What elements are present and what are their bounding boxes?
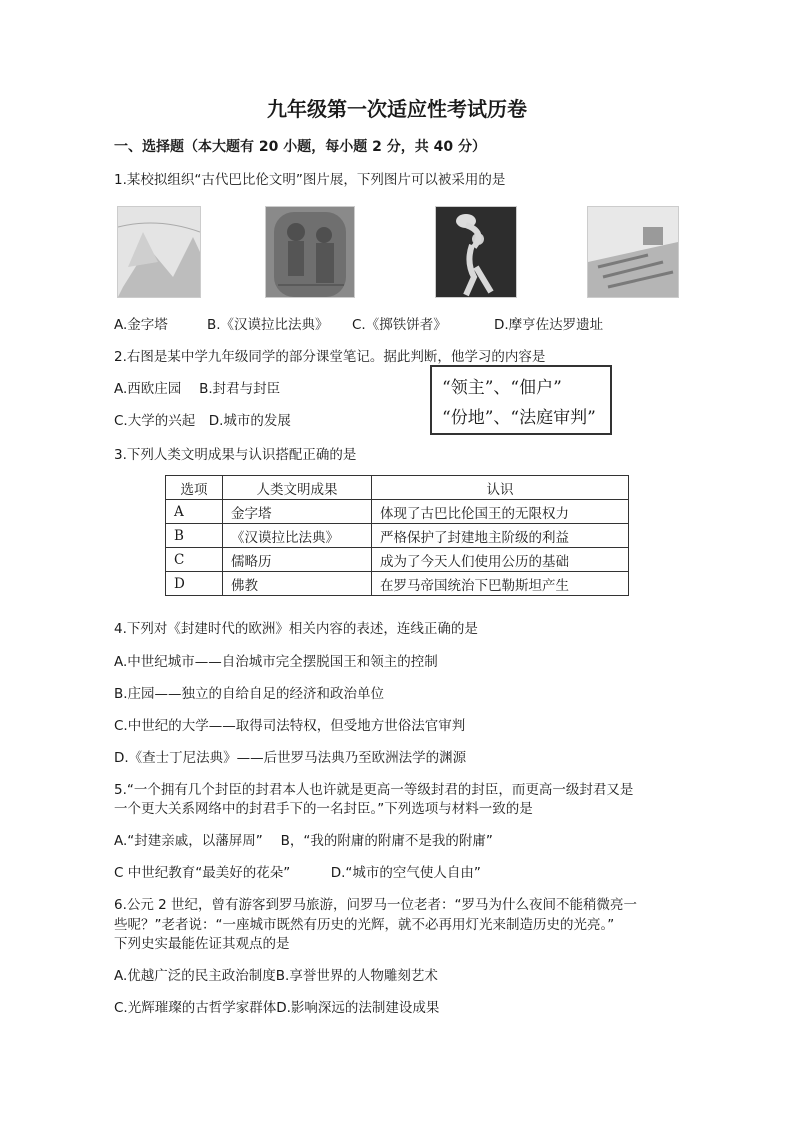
question-1-stem: 1.某校拟组织“古代巴比伦文明”图片展，下列图片可以被采用的是: [114, 172, 506, 188]
discobolus-photo: [435, 206, 517, 298]
question-6-stem-line-2: 些呢？”老者说：“一座城市既然有历史的光辉，就不必再用灯光来制造历史的光亮。”: [114, 917, 615, 933]
question-4-stem: 4.下列对《封建时代的欧洲》相关内容的表述，连线正确的是: [114, 621, 478, 637]
table-row: [166, 572, 629, 596]
question-3-stem: 3.下列人类文明成果与认识搭配正确的是: [114, 447, 357, 463]
q2-options-ab[interactable]: A.西欧庄园 B.封君与封臣: [114, 381, 281, 397]
q4-option-a[interactable]: A.中世纪城市——自治城市完全摆脱国王和领主的控制: [114, 654, 438, 670]
q2-options-cd[interactable]: C.大学的兴起 D.城市的发展: [114, 413, 291, 429]
question-6-stem-line-1: 6.公元 2 世纪，曾有游客到罗马旅游，问罗马一位老者：“罗马为什么夜间不能稍微亮一: [114, 897, 638, 913]
table-row: [166, 500, 629, 524]
q6-options-ab[interactable]: A.优越广泛的民主政治制度B.享誉世界的人物雕刻艺术: [114, 968, 438, 984]
question-5-stem-line-2: 一个更大关系网络中的封君手下的一名封臣。”下列选项与材料一致的是: [114, 801, 533, 817]
question-2-stem: 2.右图是某中学九年级同学的部分课堂笔记。据此判断，他学习的内容是: [114, 349, 546, 365]
table-header: 认识: [372, 476, 629, 500]
page-title: 九年级第一次适应性考试历卷: [267, 97, 527, 121]
q1-option-d[interactable]: D.摩亨佐达罗遗址: [494, 317, 604, 333]
q4-option-c[interactable]: C.中世纪的大学——取得司法特权，但受地方世俗法官审判: [114, 718, 466, 734]
table-cell: 严格保护了封建地主阶级的利益: [372, 524, 629, 548]
q5-options-cd[interactable]: C 中世纪教育“最美好的花朵” D.“城市的空气使人自由”: [114, 865, 481, 881]
table-cell: D: [166, 572, 223, 596]
pyramid-photo: [117, 206, 201, 298]
table-cell: 金字塔: [223, 500, 372, 524]
mohenjo-daro-photo: [587, 206, 679, 298]
question-5-stem-line-1: 5.“一个拥有几个封臣的封君本人也许就是更高一等级封君的封臣，而更高一级封君又是: [114, 782, 634, 798]
q4-option-d[interactable]: D.《查士丁尼法典》——后世罗马法典乃至欧洲法学的渊源: [114, 750, 467, 766]
q3-table: [165, 475, 629, 596]
q1-option-b[interactable]: B.《汉谟拉比法典》: [207, 317, 329, 333]
q6-options-cd[interactable]: C.光辉璀璨的古哲学家群体D.影响深远的法制建设成果: [114, 1000, 440, 1016]
section-heading: 一、选择题（本大题有 20 小题，每小题 2 分，共 40 分）: [114, 139, 486, 155]
class-notes-box: [430, 365, 612, 435]
table-cell: 佛教: [223, 572, 372, 596]
notes-line-2: “份地”、“法庭审判”: [442, 408, 596, 428]
question-6-stem-line-3: 下列史实最能佐证其观点的是: [114, 936, 290, 952]
notes-line-1: “领主”、“佃户”: [442, 378, 562, 398]
table-header-row: [166, 476, 629, 500]
table-cell: 成为了今天人们使用公历的基础: [372, 548, 629, 572]
q4-option-b[interactable]: B.庄园——独立的自给自足的经济和政治单位: [114, 686, 385, 702]
table-header: 选项: [166, 476, 223, 500]
table-cell: 在罗马帝国统治下巴勒斯坦产生: [372, 572, 629, 596]
table-cell: 《汉谟拉比法典》: [223, 524, 372, 548]
table-cell: A: [166, 500, 223, 524]
table-cell: 儒略历: [223, 548, 372, 572]
table-row: [166, 524, 629, 548]
table-cell: B: [166, 524, 223, 548]
table-row: [166, 548, 629, 572]
table-cell: C: [166, 548, 223, 572]
q5-options-ab[interactable]: A.“封建亲戚，以藩屏周” B，“我的附庸的附庸不是我的附庸”: [114, 833, 493, 849]
code-of-hammurabi-photo: [265, 206, 355, 298]
q1-option-c[interactable]: C.《掷铁饼者》: [352, 317, 447, 333]
table-cell: 体现了古巴比伦国王的无限权力: [372, 500, 629, 524]
q1-option-a[interactable]: A.金字塔: [114, 317, 168, 333]
table-header: 人类文明成果: [223, 476, 372, 500]
